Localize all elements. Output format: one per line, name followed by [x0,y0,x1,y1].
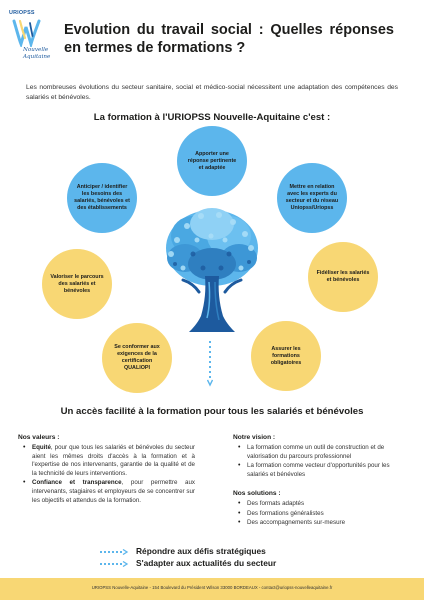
list-item: • Des accompagnements sur-mesure [237,519,407,528]
logo-name: URIOPSS [9,10,35,16]
circle-top [177,126,247,196]
vision-list [237,444,407,480]
value-item-bold: Equité [32,444,51,451]
value-item-equite [22,444,195,478]
footer-contact-text: URIOPSS Nouvelle-Aquitaine - 154 Boulevard du Président Wilson 33000 BORDEAUX - contact@uriopss-nouvelleaquitaine.fr [91,585,333,590]
logo-mark-icon [11,17,41,47]
circle-lower-right-text: Assurer les formations obligatoires [270,345,302,366]
tree-canopy [166,208,258,286]
circle-mid-left-text: Valoriser le parcours des salariés et bénévoles [50,273,104,294]
value-item-bold: Confiance et transparence [32,479,122,487]
logo-subtitle [23,47,50,60]
solutions-list [237,500,407,529]
circle-mid-right-text: Fidéliser les salariés et bénévoles [316,270,370,283]
circle-upper-left-text: Anticiper / identifier les besoins des salariés, bénévoles et des établissements [74,184,130,211]
logo-subtitle-line1: Nouvelle [23,47,49,53]
circle-lower-left [102,323,172,393]
circle-upper-left [67,163,137,233]
circle-upper-right [277,163,347,233]
value-item-text: , pour permettre aux intervenants, stagiaires et employeurs de se concentrer sur les objectifs et attendus de la formation. [32,479,195,504]
vision-title: Notre vision : [233,434,276,441]
circle-mid-right [308,242,378,312]
circle-mid-left [42,249,112,319]
dotted-arrow-down-icon [207,341,213,388]
intro-paragraph: Les nombreuses évolutions du secteur sanitaire, social et médico-social nécessitent une adaptation des compétences des salariés et bénévoles. [26,84,398,101]
cta-line-1 [100,546,360,558]
cta-text: S'adapter aux actualités du secteur [136,558,277,568]
circle-top-text: Apporter une réponse pertinente et adaptée [187,150,237,171]
tree-trunk [183,276,241,332]
list-item: • Des formats adaptés [237,500,407,509]
list-item: • La formation comme un outil de construction et de valorisation du parcours professionnel [237,444,407,461]
circle-lower-left-text: Se conformer aux exigences de la certification QUALIOPI [114,344,160,371]
dotted-arrow-right-icon [100,549,130,555]
list-item: • Des formations généralistes [237,510,407,519]
tree-illustration [163,206,261,340]
footer-bar [0,578,424,600]
values-list [22,444,195,506]
value-item-text: , pour que tous les salariés et bénévoles du secteur aient les mêmes droits d'accès à la formation et à l'expertise de nos intervenants, garantie de la qualité et de la technicité de leurs interventions. [32,444,195,477]
solutions-title: Nos solutions : [233,490,281,497]
circle-lower-right [251,321,321,391]
uriopss-logo [9,10,55,66]
page-title: Evolution du travail social : Quelles réponses en termes de formations ? [64,22,394,56]
value-item-confiance [22,479,195,505]
values-title: Nos valeurs : [18,434,60,441]
section1-heading: La formation à l'URIOPSS Nouvelle-Aquitaine c'est : [93,112,331,123]
cta-text: Répondre aux défis stratégiques [136,546,266,556]
logo-subtitle-line2: Aquitaine [23,53,51,60]
cta-line-2 [100,558,360,570]
dotted-arrow-right-icon [100,561,130,567]
section2-heading: Un accès facilité à la formation pour tous les salariés et bénévoles [60,406,364,417]
circle-upper-right-text: Mettre en relation avec les experts du secteur et du réseau Uniopss/Uriopss [285,184,339,211]
list-item: • La formation comme vecteur d'opportunités pour les salariés et bénévoles [237,462,407,479]
